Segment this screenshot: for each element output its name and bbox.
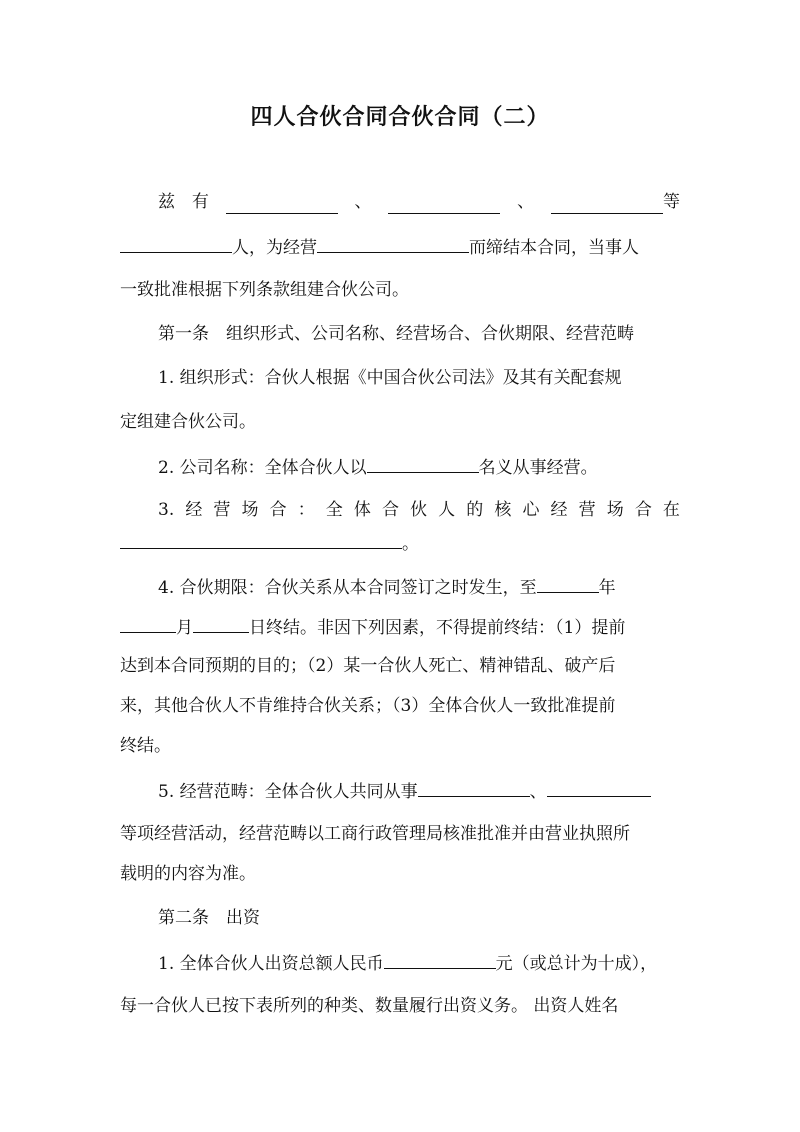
- fill-blank: [388, 195, 500, 214]
- text-segment: 核: [494, 500, 512, 520]
- fill-blank: [418, 778, 530, 797]
- text-segment: 、: [517, 192, 535, 212]
- paragraph-line: [120, 530, 680, 556]
- fill-blank: [537, 574, 599, 593]
- text-segment: 营: [213, 500, 231, 520]
- paragraph-line: 来，其他合伙人不肯维持合伙关系；（3）全体合伙人一致批准提前: [120, 696, 616, 716]
- text-segment: 3.: [158, 500, 175, 520]
- paragraph-line: 1. 组织形式：合伙人根据《中国合伙公司法》及其有关配套规: [158, 368, 622, 388]
- text-segment: 在: [662, 500, 680, 520]
- paragraph-line: 达到本合同预期的目的；（2）某一合伙人死亡、精神错乱、破产后: [120, 656, 616, 676]
- text-segment: 合: [634, 500, 652, 520]
- text-segment: ：: [297, 500, 315, 520]
- paragraph-line: [120, 614, 680, 640]
- paragraph-line: 终结。: [120, 736, 171, 756]
- text-segment: 合: [269, 500, 287, 520]
- section-heading: 第一条 组织形式、公司名称、经营场合、合伙期限、经营范畴: [158, 324, 634, 344]
- fill-blank: [547, 778, 651, 797]
- paragraph-line: [120, 950, 718, 976]
- text-segment: 5. 经营范畴：全体合伙人共同从事: [158, 782, 418, 802]
- text-segment: 经: [550, 500, 568, 520]
- text-segment: 体: [353, 500, 371, 520]
- paragraph-line: [120, 190, 680, 214]
- text-segment: 月: [176, 618, 193, 638]
- text-segment: 、: [354, 192, 372, 212]
- paragraph-line: 每一合伙人已按下表所列的种类、数量履行出资义务。 出资人姓名: [120, 996, 619, 1016]
- text-segment: 伙: [410, 500, 428, 520]
- paragraph-line: [120, 778, 718, 804]
- text-segment: 4. 合伙期限：合伙关系从本合同签订之时发生，至: [158, 578, 537, 598]
- text-segment: 。: [402, 534, 419, 554]
- text-segment: 场: [606, 500, 624, 520]
- paragraph-line: [120, 234, 680, 260]
- text-segment: 元（或总计为十成），: [495, 954, 658, 974]
- paragraph-line: 定组建合伙公司。: [120, 412, 256, 432]
- section-heading: 第二条 出资: [158, 908, 260, 928]
- text-segment: 经: [185, 500, 203, 520]
- fill-blank: [317, 234, 469, 253]
- text-segment: 场: [241, 500, 259, 520]
- text-segment: 2. 公司名称：全体合伙人以: [158, 458, 367, 478]
- paragraph-line: 等项经营活动，经营范畴以工商行政管理局核准批准并由营业执照所: [120, 824, 630, 844]
- paragraph-line: [120, 574, 718, 600]
- text-segment: 而缔结本合同，当事人: [469, 238, 639, 258]
- fill-blank: [193, 614, 249, 633]
- text-segment: 全: [325, 500, 343, 520]
- fill-blank: [120, 530, 402, 549]
- paragraph-line: 一致批准根据下列条款组建合伙公司。: [120, 280, 409, 300]
- text-segment: 人: [438, 500, 456, 520]
- text-segment: 有: [191, 192, 209, 212]
- fill-blank: [120, 614, 176, 633]
- text-segment: 年: [598, 578, 616, 598]
- fill-blank: [551, 195, 663, 214]
- text-segment: 兹: [158, 192, 175, 212]
- text-segment: 1. 全体合伙人出资总额人民币: [158, 954, 384, 974]
- fill-blank: [367, 454, 479, 473]
- paragraph-line: [158, 498, 680, 522]
- text-segment: 的: [466, 500, 484, 520]
- fill-blank: [120, 234, 232, 253]
- text-segment: 营: [578, 500, 596, 520]
- text-segment: 合: [381, 500, 399, 520]
- text-segment: 名义从事经营。: [478, 458, 598, 478]
- document-title: 四人合伙合同合伙合同（二）: [250, 105, 550, 130]
- fill-blank: [226, 195, 338, 214]
- paragraph-line: 载明的内容为准。: [120, 864, 256, 884]
- text-segment: 人，为经营: [232, 238, 317, 258]
- text-segment: 、: [529, 782, 547, 802]
- text-segment: 日终结。非因下列因素，不得提前终结：（1）提前: [249, 618, 626, 638]
- fill-blank: [384, 950, 496, 969]
- text-segment: 等: [662, 192, 680, 212]
- paragraph-line: [120, 454, 718, 480]
- text-segment: 心: [522, 500, 540, 520]
